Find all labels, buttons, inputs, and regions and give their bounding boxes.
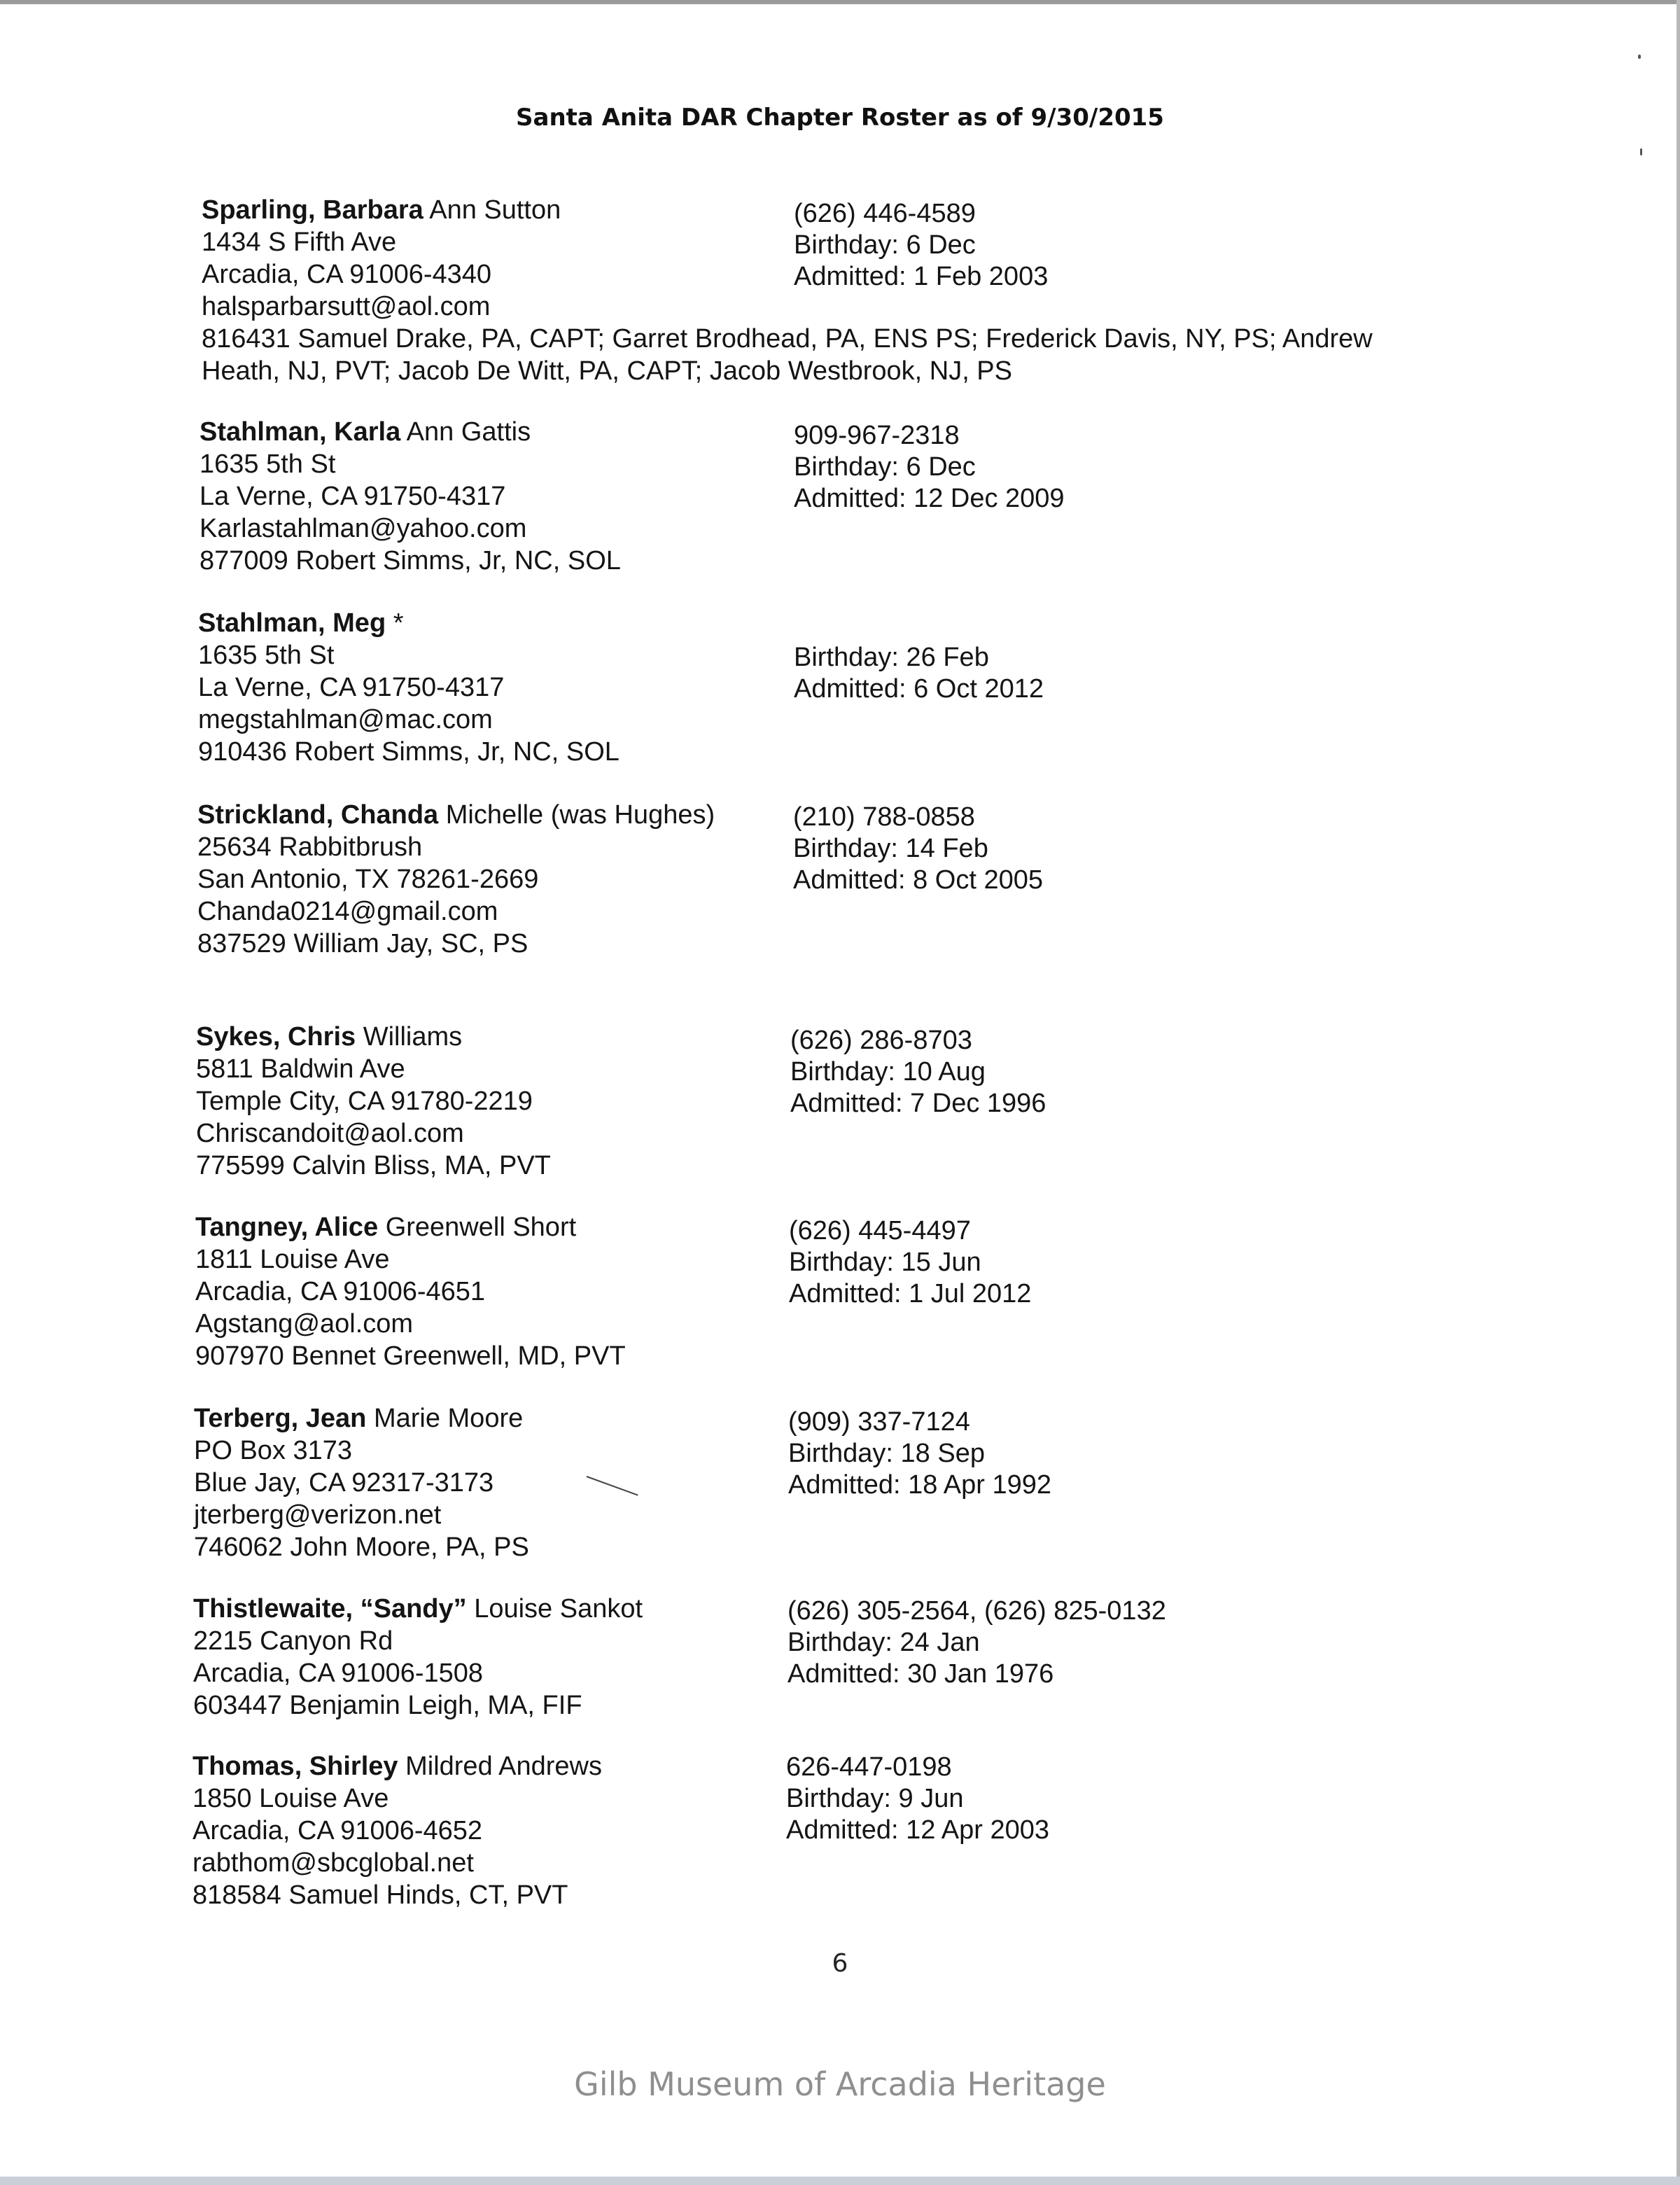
member-email: Karlastahlman@yahoo.com — [200, 514, 527, 543]
member-address-line1: 1850 Louise Ave — [192, 1784, 389, 1813]
member-email: rabthom@sbcglobal.net — [192, 1848, 474, 1878]
member-name: Terberg, Jean Marie Moore — [194, 1404, 524, 1433]
member-ancestors: 603447 Benjamin Leigh, MA, FIF — [193, 1691, 582, 1720]
member-address-line2: San Antonio, TX 78261-2669 — [197, 865, 539, 894]
member-admitted: Admitted: 18 Apr 1992 — [788, 1470, 1052, 1500]
scan-speck — [1640, 148, 1642, 155]
member-email: Chanda0214@gmail.com — [197, 897, 498, 926]
member-address-line1: 1811 Louise Ave — [195, 1245, 390, 1274]
member-address-line1: 2215 Canyon Rd — [193, 1626, 393, 1656]
member-name: Sparling, Barbara Ann Sutton — [202, 195, 561, 225]
member-address-line1: PO Box 3173 — [194, 1436, 353, 1465]
member-admitted: Admitted: 12 Apr 2003 — [786, 1815, 1050, 1845]
member-email: halsparbarsutt@aol.com — [202, 292, 491, 321]
member-email: Chriscandoit@aol.com — [196, 1119, 464, 1148]
member-ancestors: 877009 Robert Simms, Jr, NC, SOL — [200, 546, 621, 575]
member-name: Sykes, Chris Williams — [196, 1022, 463, 1052]
member-phone: (626) 286-8703 — [790, 1026, 972, 1055]
member-address-line1: 1635 5th St — [200, 449, 336, 479]
member-name: Stahlman, Meg * — [198, 608, 404, 638]
scan-edge-right — [1676, 0, 1680, 2185]
member-admitted: Admitted: 8 Oct 2005 — [793, 865, 1043, 895]
page-number: 6 — [832, 1949, 848, 1978]
member-phone: (210) 788-0858 — [793, 802, 975, 832]
member-birthday: Birthday: 18 Sep — [788, 1439, 985, 1468]
member-birthday: Birthday: 26 Feb — [794, 643, 989, 672]
member-email: Agstang@aol.com — [195, 1309, 414, 1339]
member-address-line1: 1635 5th St — [198, 641, 335, 670]
member-ancestors: 837529 William Jay, SC, PS — [197, 929, 528, 958]
member-address-line1: 1434 S Fifth Ave — [202, 228, 397, 257]
member-address-line2: Arcadia, CA 91006-4651 — [195, 1277, 486, 1306]
member-admitted: Admitted: 7 Dec 1996 — [790, 1089, 1046, 1118]
member-name: Strickland, Chanda Michelle (was Hughes) — [197, 800, 715, 830]
member-phone: (626) 305-2564, (626) 825-0132 — [788, 1596, 1166, 1626]
member-birthday: Birthday: 6 Dec — [794, 452, 976, 482]
member-address-line2: Arcadia, CA 91006-4340 — [202, 260, 492, 289]
scan-edge-bottom — [0, 2177, 1680, 2185]
member-ancestors: 910436 Robert Simms, Jr, NC, SOL — [198, 737, 620, 767]
member-birthday: Birthday: 15 Jun — [789, 1248, 981, 1277]
member-phone: (626) 445-4497 — [789, 1216, 971, 1245]
member-ancestors: 775599 Calvin Bliss, MA, PVT — [196, 1151, 551, 1180]
member-birthday: Birthday: 24 Jan — [788, 1628, 980, 1657]
member-birthday: Birthday: 6 Dec — [794, 230, 976, 260]
member-name: Tangney, Alice Greenwell Short — [195, 1213, 577, 1242]
member-admitted: Admitted: 6 Oct 2012 — [794, 674, 1044, 704]
watermark-text: Gilb Museum of Arcadia Heritage — [574, 2065, 1106, 2103]
member-ancestors: 746062 John Moore, PA, PS — [194, 1533, 529, 1562]
member-phone: (626) 446-4589 — [794, 199, 976, 228]
member-admitted: Admitted: 30 Jan 1976 — [788, 1659, 1054, 1689]
scan-speck — [1638, 55, 1641, 59]
member-ancestors: 907970 Bennet Greenwell, MD, PVT — [195, 1341, 626, 1371]
member-address-line1: 5811 Baldwin Ave — [196, 1054, 405, 1084]
member-admitted: Admitted: 1 Jul 2012 — [789, 1279, 1032, 1308]
member-email: jterberg@verizon.net — [194, 1500, 442, 1530]
member-admitted: Admitted: 12 Dec 2009 — [794, 484, 1065, 513]
member-address-line1: 25634 Rabbitbrush — [197, 832, 423, 862]
member-ancestors: 816431 Samuel Drake, PA, CAPT; Garret Brodhead, PA, ENS PS; Frederick Davis, NY, PS; Andrew Heath, NJ, PVT; Jacob De Witt, PA, CAPT; Jacob Westbrook, NJ, PS — [202, 324, 1373, 386]
member-admitted: Admitted: 1 Feb 2003 — [794, 262, 1049, 291]
member-phone: 626-447-0198 — [786, 1752, 952, 1782]
member-birthday: Birthday: 14 Feb — [793, 834, 988, 863]
member-address-line2: Arcadia, CA 91006-1508 — [193, 1659, 484, 1688]
member-address-line2: Blue Jay, CA 92317-3173 — [194, 1468, 494, 1498]
roster-title: Santa Anita DAR Chapter Roster as of 9/30/2015 — [516, 104, 1164, 132]
member-name: Thistlewaite, “Sandy” Louise Sankot — [193, 1594, 643, 1624]
member-name: Thomas, Shirley Mildred Andrews — [192, 1752, 603, 1781]
member-phone: (909) 337-7124 — [788, 1407, 970, 1437]
member-name: Stahlman, Karla Ann Gattis — [200, 417, 531, 447]
member-phone: 909-967-2318 — [794, 421, 960, 450]
member-address-line2: La Verne, CA 91750-4317 — [198, 673, 505, 702]
member-address-line2: Arcadia, CA 91006-4652 — [192, 1816, 483, 1845]
member-ancestors: 818584 Samuel Hinds, CT, PVT — [192, 1880, 568, 1910]
member-address-line2: La Verne, CA 91750-4317 — [200, 482, 506, 511]
member-email: megstahlman@mac.com — [198, 705, 493, 734]
member-address-line2: Temple City, CA 91780-2219 — [196, 1087, 533, 1116]
scan-edge-top — [0, 0, 1680, 4]
member-birthday: Birthday: 10 Aug — [790, 1057, 986, 1087]
member-birthday: Birthday: 9 Jun — [786, 1784, 964, 1813]
